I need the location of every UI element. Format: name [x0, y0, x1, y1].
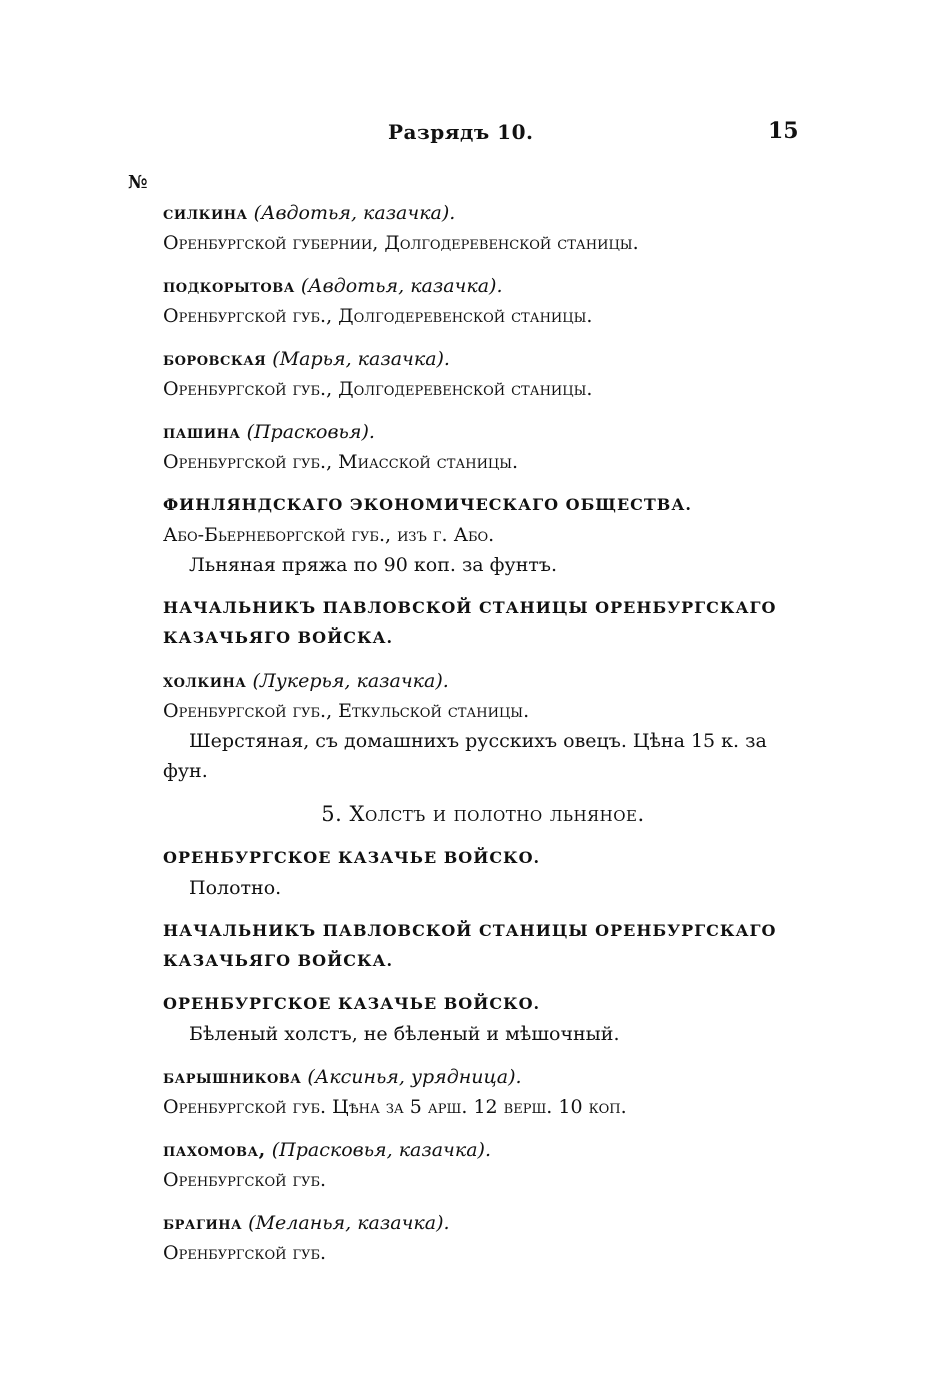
list-item: [163, 198, 803, 258]
list-item: [163, 344, 803, 404]
exhibitor-location: Оренбургской губ., Миасской станицы.: [163, 451, 519, 473]
exhibitor-organization: НАЧАЛЬНИКЪ ПАВЛОВСКОЙ СТАНИЦЫ ОРЕНБУРГСКАГО КАЗАЧЬЯГО ВОЙСКА.: [163, 921, 777, 970]
exhibit-description: Бѣленый холстъ, не бѣленый и мѣшочный.: [189, 1023, 620, 1045]
exhibitor-location: Оренбургской губ.: [163, 1242, 327, 1264]
page-number: 15: [768, 118, 799, 144]
exhibitor-details: (Меланья, казачка).: [248, 1212, 450, 1234]
exhibitor-name: пашина: [163, 421, 241, 443]
list-item: [163, 1208, 803, 1268]
list-item: [163, 1062, 803, 1122]
list-item: [163, 1135, 803, 1195]
entries-list: [163, 198, 803, 1281]
list-item: [163, 593, 803, 653]
exhibitor-location: Оренбургской губ., Еткульской станицы.: [163, 700, 530, 722]
exhibitor-details: (Прасковья, казачка).: [271, 1139, 492, 1161]
exhibitor-details: (Прасковья).: [246, 421, 375, 443]
exhibitor-location: Оренбургской губ.: [163, 1169, 327, 1191]
numero-sign: №: [128, 172, 148, 193]
exhibitor-details: (Авдотья, казачка).: [300, 275, 503, 297]
exhibit-description: Льняная пряжа по 90 коп. за фунтъ.: [189, 554, 558, 576]
list-item: [163, 490, 803, 580]
list-item: [163, 989, 803, 1049]
exhibitor-organization: НАЧАЛЬНИКЪ ПАВЛОВСКОЙ СТАНИЦЫ ОРЕНБУРГСКАГО КАЗАЧЬЯГО ВОЙСКА.: [163, 598, 777, 647]
exhibitor-name: силкина: [163, 202, 248, 224]
list-item: [163, 666, 803, 786]
exhibitor-organization: ФИНЛЯНДСКАГО ЭКОНОМИЧЕСКАГО ОБЩЕСТВА.: [163, 495, 692, 514]
exhibitor-name: холкина: [163, 670, 247, 692]
section-heading: 5. Холстъ и полотно льняное.: [321, 802, 645, 826]
exhibitor-details: (Марья, казачка).: [272, 348, 450, 370]
exhibitor-name: боровская: [163, 348, 267, 370]
list-item: [163, 417, 803, 477]
exhibitor-location: Оренбургской губернии, Долгодеревенской станицы.: [163, 232, 639, 254]
exhibitor-name: пахомова,: [163, 1139, 266, 1161]
exhibitor-details: (Авдотья, казачка).: [253, 202, 456, 224]
list-item: [163, 916, 803, 976]
list-item: [163, 271, 803, 331]
running-header-title: Разрядъ 10.: [388, 120, 534, 144]
exhibitor-location: Оренбургской губ., Долгодеревенской станицы.: [163, 305, 593, 327]
exhibit-description: Шерстяная, съ домашнихъ русскихъ овецъ. Цѣна 15 к. за фун.: [163, 730, 767, 782]
exhibitor-details: (Аксинья, урядница).: [307, 1066, 522, 1088]
exhibitor-location: Оренбургской губ., Долгодеревенской станицы.: [163, 378, 593, 400]
exhibitor-name: подкорытова: [163, 275, 295, 297]
exhibitor-name: барышникова: [163, 1066, 302, 1088]
exhibitor-organization: ОРЕНБУРГСКОЕ КАЗАЧЬЕ ВОЙСКО.: [163, 848, 541, 867]
exhibitor-location: Або-Бьернеборгской губ., изъ г. Або.: [163, 524, 495, 546]
list-item: [163, 843, 803, 903]
exhibitor-name: брагина: [163, 1212, 243, 1234]
exhibit-description: Полотно.: [189, 877, 282, 899]
exhibitor-organization: ОРЕНБУРГСКОЕ КАЗАЧЬЕ ВОЙСКО.: [163, 994, 541, 1013]
exhibitor-details: (Лукерья, казачка).: [252, 670, 449, 692]
exhibitor-location: Оренбургской губ. Цѣна за 5 арш. 12 верш. 10 коп.: [163, 1096, 627, 1118]
